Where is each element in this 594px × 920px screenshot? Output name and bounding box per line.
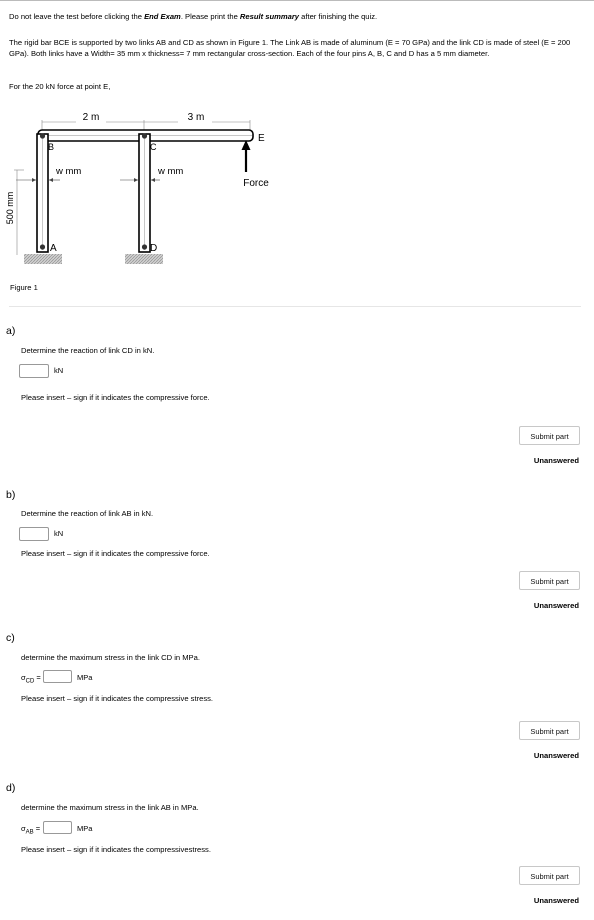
label-c: C <box>150 142 157 152</box>
width-arrow-head <box>134 178 138 182</box>
pin-b <box>40 133 45 138</box>
width-arrow-head <box>49 178 53 182</box>
width-arrow-head <box>151 178 155 182</box>
part-d-status: Unanswered <box>533 896 579 905</box>
width-label-right: w mm <box>158 166 184 177</box>
end-exam-emphasis: End Exam <box>144 12 181 21</box>
part-c-unit: MPa <box>77 673 93 682</box>
label-a: A <box>50 243 57 254</box>
part-d-question: determine the maximum stress in the link AB in MPa. <box>21 803 199 812</box>
part-d-answer-input[interactable] <box>43 821 72 834</box>
section-divider <box>9 306 581 307</box>
dimension-label-3m: 3 m <box>187 112 205 123</box>
part-d-submit-button[interactable]: Submit part <box>519 866 580 885</box>
part-c-submit-button[interactable]: Submit part <box>519 721 580 740</box>
part-c-question: determine the maximum stress in the link CD in MPa. <box>21 653 200 662</box>
part-a-letter: a) <box>6 325 16 337</box>
part-a-question: Determine the reaction of link CD in kN. <box>21 346 155 355</box>
part-a-submit-button[interactable]: Submit part <box>519 426 580 445</box>
sigma-ab-symbol: $\sigma_{AB}$ = <box>21 824 41 836</box>
part-c-letter: c) <box>6 632 15 644</box>
sigma-subscript: CD <box>25 678 35 685</box>
part-d-hint: Please insert – sign if it indicates the compressivestress. <box>21 845 211 854</box>
part-b-question: Determine the reaction of link AB in kN. <box>21 509 154 518</box>
top-border <box>0 0 594 1</box>
part-a-answer-input[interactable] <box>19 364 49 378</box>
sigma-glyph: σ <box>21 824 26 833</box>
ground-support-a <box>24 254 62 264</box>
part-b-letter: b) <box>6 489 16 501</box>
width-label-left: w mm <box>56 166 82 177</box>
part-c-answer-input[interactable] <box>43 670 72 683</box>
force-label: Force <box>243 178 269 189</box>
part-b-hint: Please insert – sign if it indicates the compressive force. <box>21 549 210 558</box>
height-label: 500 mm <box>5 191 15 225</box>
ground-support-d <box>125 254 163 264</box>
sigma-cd-symbol: $\sigma_{CD}$ = <box>21 673 41 685</box>
pin-c <box>142 133 147 138</box>
part-d-letter: d) <box>6 782 16 794</box>
instruction-text: Do not leave the test before clicking the <box>9 12 145 21</box>
pin-d <box>142 244 147 249</box>
part-a-unit: kN <box>54 366 64 375</box>
part-c-hint: Please insert – sign if it indicates the compressive stress. <box>21 694 214 703</box>
part-b-status: Unanswered <box>533 601 579 610</box>
instruction-text: after finishing the quiz. <box>299 12 378 21</box>
result-summary-emphasis: Result summary <box>239 12 300 21</box>
label-d: D <box>150 243 158 254</box>
figure-caption: Figure 1 <box>10 283 38 292</box>
pin-a <box>40 244 45 249</box>
part-a-status: Unanswered <box>533 456 579 465</box>
label-e: E <box>258 133 265 144</box>
part-c-status: Unanswered <box>533 751 579 760</box>
width-arrow-head <box>32 178 36 182</box>
label-b: B <box>48 142 55 152</box>
part-b-unit: kN <box>54 529 64 538</box>
figure-1-diagram <box>0 100 290 280</box>
dimension-label-2m: 2 m <box>82 112 100 123</box>
exam-instruction <box>9 11 584 22</box>
force-statement: For the 20 kN force at point E, <box>9 82 111 91</box>
part-b-answer-input[interactable] <box>19 527 49 541</box>
part-b-submit-button[interactable]: Submit part <box>519 571 580 590</box>
problem-statement: The rigid bar BCE is supported by two links AB and CD as shown in Figure 1. The Link AB is made of aluminum (E = 70 GPa) and the link CD is made of steel (E = 200 GPa). Both links have a Width= 35 mm x thickness= 7 mm rectangular cross-section. Each of the four pins A, B, C and D has a 5 mm diameter. <box>9 38 571 58</box>
instruction-text: . Please print the <box>180 12 240 21</box>
sigma-glyph: σ <box>21 673 26 682</box>
part-d-unit: MPa <box>77 824 93 833</box>
part-a-hint: Please insert – sign if it indicates the compressive force. <box>21 393 210 402</box>
sigma-subscript: AB <box>25 829 34 836</box>
